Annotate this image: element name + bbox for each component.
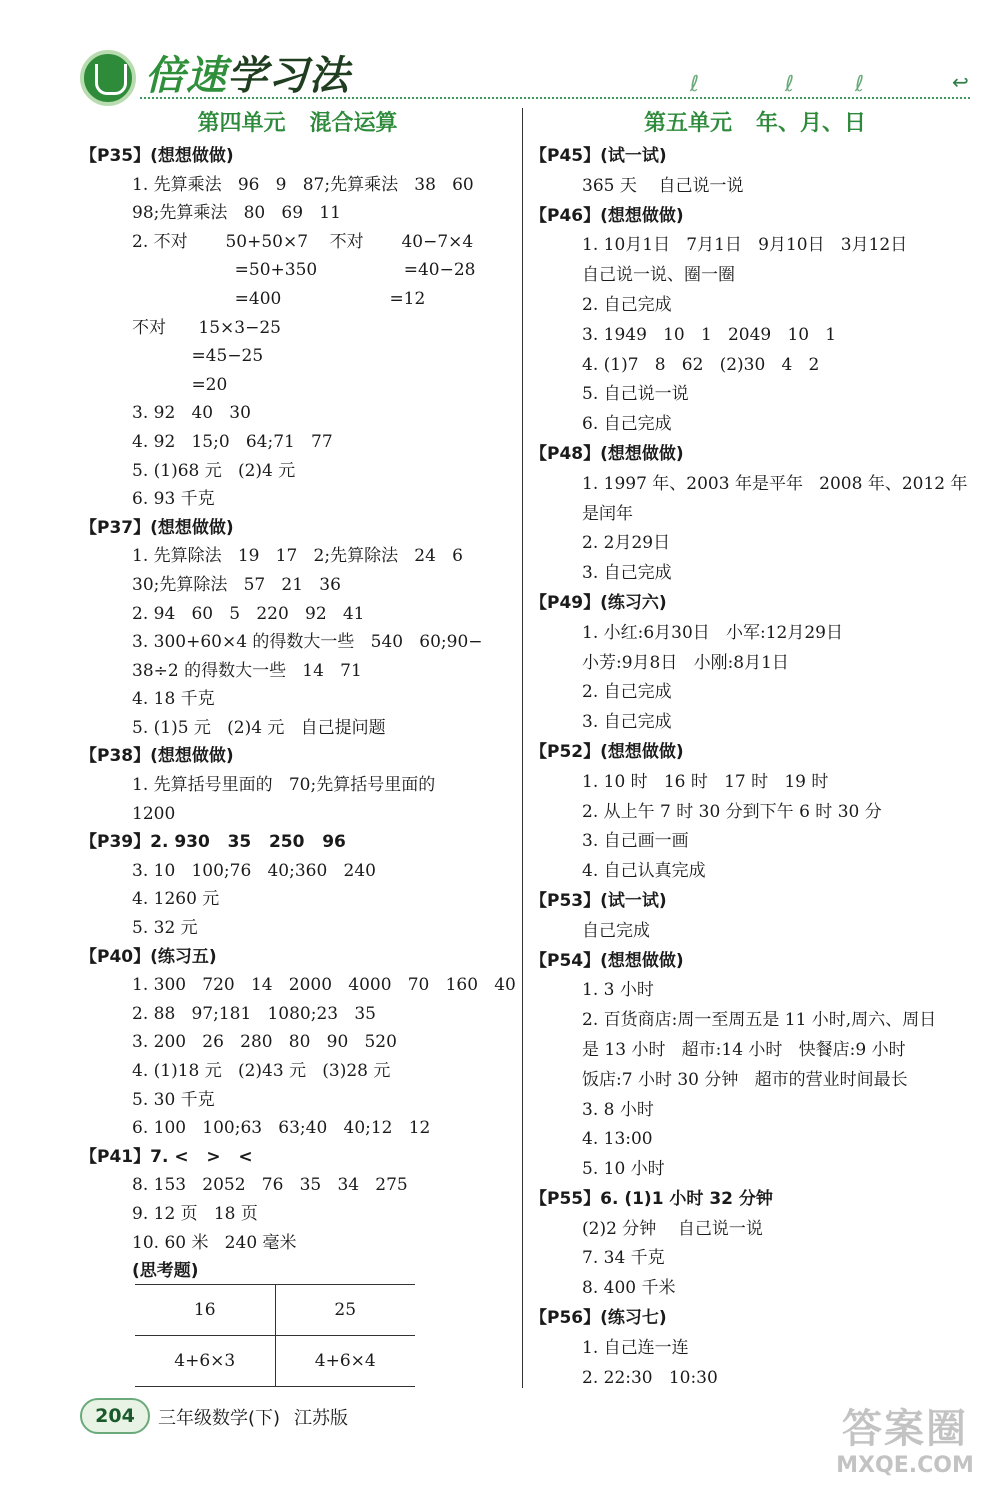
- unit-title-left: [80, 108, 515, 140]
- answer-list-right: [530, 142, 980, 1393]
- section-header: 【P53】(试一试): [530, 890, 667, 911]
- answer-line: 6. 93 千克: [132, 489, 215, 510]
- answer-line: 5. 10 小时: [582, 1159, 665, 1180]
- section-header: 【P37】(想想做做): [80, 517, 234, 538]
- answer-line: 98;先算乘法 80 69 11: [132, 203, 341, 224]
- answer-line: 3. 自己完成: [582, 712, 672, 733]
- answer-line: 3. 1949 10 1 2049 10 1: [582, 324, 837, 345]
- section-header: 【P41】7. < > <: [80, 1146, 253, 1167]
- section-header: 【P56】(练习七): [530, 1308, 667, 1329]
- section-header: 【P48】(想想做做): [530, 443, 684, 464]
- table-row: [135, 1285, 415, 1336]
- answer-line: =400 =12: [132, 288, 426, 309]
- section-header: (思考题): [132, 1261, 199, 1282]
- brand-title: [145, 44, 350, 101]
- swirl-decoration-icon: ℓ: [690, 72, 700, 97]
- answer-line: 4. 13:00: [582, 1129, 653, 1150]
- unit-title-right: [530, 108, 980, 140]
- brand-part2: 学习法: [227, 53, 350, 99]
- answer-line: 2. 不对 50+50×7 不对 40−7×4: [132, 231, 474, 252]
- section-header: 【P46】(想想做做): [530, 205, 684, 226]
- answer-line: 1. 先算乘法 96 9 87;先算乘法 38 60: [132, 174, 474, 195]
- answer-line: 自己说一说、圈一圈: [582, 265, 735, 286]
- answer-line: 2. 从上午 7 时 30 分到下午 6 时 30 分: [582, 801, 882, 822]
- watermark-text: 答案圈: [842, 1406, 968, 1452]
- header-divider: [140, 97, 970, 99]
- answer-line: 1. 小红:6月30日 小军:12月29日: [582, 622, 844, 643]
- answer-line: 38÷2 的得数大一些 14 71: [132, 660, 362, 681]
- section-header: 【P39】2. 930 35 250 96: [80, 832, 346, 853]
- answer-line: 30;先算除法 57 21 36: [132, 574, 341, 595]
- page-header: [0, 0, 1000, 115]
- answer-line: 1. 3 小时: [582, 980, 654, 1001]
- section-header: 【P45】(试一试): [530, 146, 667, 166]
- answer-line: 是闰年: [582, 503, 633, 524]
- watermark: [820, 1405, 990, 1490]
- answer-line: 4. 1260 元: [132, 889, 220, 910]
- answer-line: 1. 300 720 14 2000 4000 70 160 40: [132, 975, 516, 996]
- answer-line: 6. 自己完成: [582, 414, 672, 435]
- answer-line: 是 13 小时 超市:14 小时 快餐店:9 小时: [582, 1039, 906, 1060]
- answer-line: 3. 200 26 280 80 90 520: [132, 1032, 397, 1053]
- answer-line: 1. 10 时 16 时 17 时 19 时: [582, 771, 829, 792]
- answer-line: 2. 自己完成: [582, 682, 672, 703]
- answer-line: 4. 92 15;0 64;71 77: [132, 431, 333, 452]
- answer-line: (2)2 分钟 自己说一说: [582, 1218, 763, 1239]
- section-header: 【P49】(练习六): [530, 592, 667, 613]
- curl-arrow-icon: ↩: [952, 70, 969, 94]
- answer-line: 2. 22:30 10:30: [582, 1367, 718, 1388]
- unit-number: 第四单元: [197, 111, 286, 136]
- answer-line: 5. 自己说一说: [582, 384, 689, 405]
- answer-line: 小芳:9月8日 小刚:8月1日: [582, 652, 789, 673]
- answer-line: 3. 300+60×4 的得数大一些 540 60;90−: [132, 632, 483, 653]
- table-cell: 4+6×4: [275, 1336, 415, 1387]
- table-cell: 16: [135, 1285, 275, 1336]
- watermark-url: MXQE.COM: [836, 1453, 974, 1478]
- answer-line: 1. 先算除法 19 17 2;先算除法 24 6: [132, 546, 463, 567]
- section-header: 【P40】(练习五): [80, 946, 217, 967]
- answer-line: 3. 92 40 30: [132, 403, 251, 424]
- unit-name: 年、月、日: [756, 111, 867, 136]
- brand-part1: 倍速: [145, 53, 227, 99]
- answer-line: 5. (1)68 元 (2)4 元: [132, 460, 296, 481]
- section-header: 【P54】(想想做做): [530, 950, 684, 971]
- answer-line: 饭店:7 小时 30 分钟 超市的营业时间最长: [582, 1069, 908, 1090]
- table-cell: 25: [275, 1285, 415, 1336]
- footer-edition: 江苏版: [294, 1408, 349, 1429]
- answer-line: 5. 32 元: [132, 918, 198, 939]
- footer-book-info: [158, 1404, 362, 1430]
- answer-line: 3. 自己完成: [582, 563, 672, 584]
- section-header: 【P52】(想想做做): [530, 741, 684, 762]
- answer-line: 1. 先算括号里面的 70;先算括号里面的: [132, 775, 436, 796]
- answer-line: 2. 94 60 5 220 92 41: [132, 603, 365, 624]
- answer-line: 1. 10月1日 7月1日 9月10日 3月12日: [582, 235, 908, 256]
- swirl-decoration-icon: ℓ: [855, 72, 865, 97]
- answer-line: 4. 18 千克: [132, 689, 215, 710]
- column-divider: [522, 108, 523, 1388]
- answer-line: 3. 自己画一画: [582, 831, 689, 852]
- page-number: 204: [80, 1398, 150, 1434]
- answer-line: 5. (1)5 元 (2)4 元 自己提问题: [132, 717, 386, 738]
- answer-line: 4. (1)7 8 62 (2)30 4 2: [582, 354, 820, 375]
- answer-line: 5. 30 千克: [132, 1089, 215, 1110]
- answer-line: 2. 自己完成: [582, 294, 672, 315]
- answer-line: 3. 10 100;76 40;360 240: [132, 860, 376, 881]
- book-logo-icon: [80, 50, 136, 106]
- answer-list-left: [80, 142, 515, 1286]
- left-column: [80, 108, 515, 1286]
- answer-line: =45−25: [132, 346, 264, 367]
- section-header: 【P38】(想想做做): [80, 746, 234, 767]
- answer-line: 2. 88 97;181 1080;23 35: [132, 1003, 376, 1024]
- answer-line: 7. 34 千克: [582, 1248, 665, 1269]
- table-row: [135, 1336, 415, 1387]
- answer-line: 2. 百货商店:周一至周五是 11 小时,周六、周日: [582, 1010, 937, 1031]
- answer-line: 4. 自己认真完成: [582, 861, 706, 882]
- answer-line: 自己完成: [582, 920, 650, 941]
- unit-name: 混合运算: [309, 111, 398, 136]
- answer-line: 1. 1997 年、2003 年是平年 2008 年、2012 年: [582, 473, 968, 494]
- think-table: [135, 1284, 415, 1387]
- answer-line: 9. 12 页 18 页: [132, 1203, 258, 1224]
- answer-line: 8. 153 2052 76 35 34 275: [132, 1175, 408, 1196]
- answer-line: 365 天 自己说一说: [582, 175, 744, 196]
- answer-line: 2. 2月29日: [582, 533, 671, 554]
- answer-line: =50+350 =40−28: [132, 260, 476, 281]
- right-column: [530, 108, 980, 1393]
- answer-line: 8. 400 千米: [582, 1278, 676, 1299]
- section-header: 【P55】6. (1)1 小时 32 分钟: [530, 1188, 773, 1209]
- answer-line: 10. 60 米 240 毫米: [132, 1232, 297, 1253]
- footer-grade: 三年级数学(下): [158, 1408, 281, 1429]
- answer-line: 1. 自己连一连: [582, 1337, 689, 1358]
- answer-line: 不对 15×3−25: [132, 317, 281, 338]
- answer-line: 6. 100 100;63 63;40 40;12 12: [132, 1118, 431, 1139]
- section-header: 【P35】(想想做做): [80, 146, 234, 166]
- answer-line: 3. 8 小时: [582, 1099, 654, 1120]
- unit-number: 第五单元: [643, 111, 732, 136]
- swirl-decoration-icon: ℓ: [785, 72, 795, 97]
- answer-line: 4. (1)18 元 (2)43 元 (3)28 元: [132, 1061, 391, 1081]
- answer-line: 1200: [132, 803, 176, 824]
- answer-line: =20: [132, 374, 228, 395]
- table-cell: 4+6×3: [135, 1336, 275, 1387]
